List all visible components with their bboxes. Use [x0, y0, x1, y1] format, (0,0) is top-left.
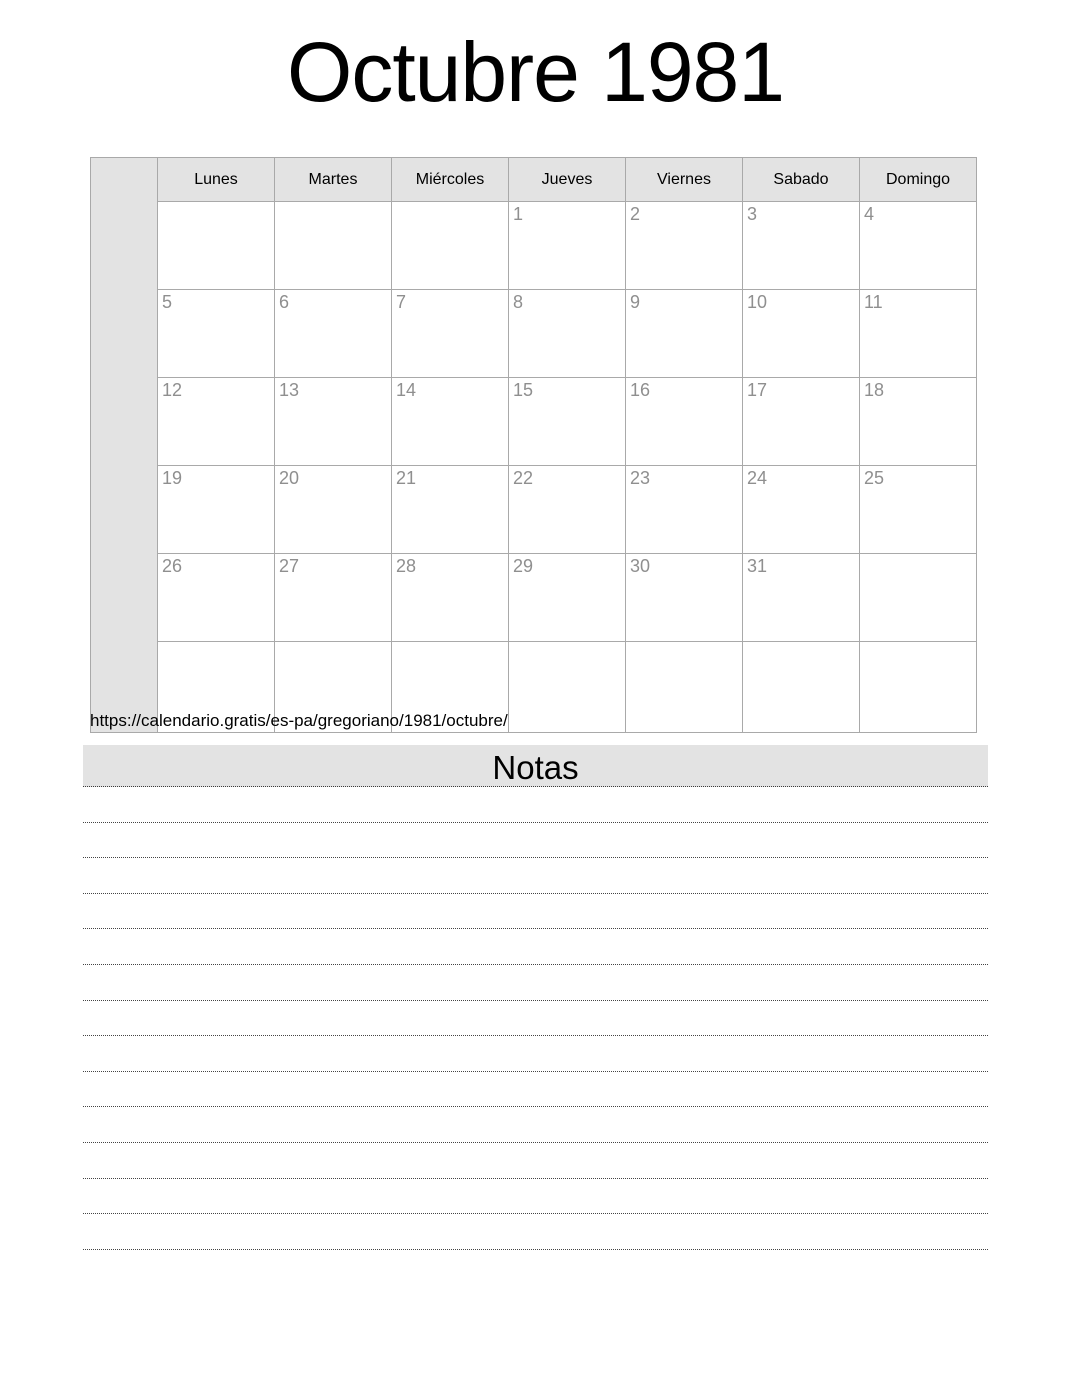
day-cell — [626, 642, 743, 733]
note-line — [83, 894, 988, 930]
day-cell: 5 — [158, 290, 275, 378]
day-cell: 22 — [509, 466, 626, 554]
day-cell: 19 — [158, 466, 275, 554]
day-cell: 21 — [392, 466, 509, 554]
note-line — [83, 1036, 988, 1072]
day-cell: 23 — [626, 466, 743, 554]
note-line — [83, 787, 988, 823]
note-line — [83, 965, 988, 1001]
day-cell: 31 — [743, 554, 860, 642]
day-cell: 29 — [509, 554, 626, 642]
calendar-week-row — [91, 554, 977, 642]
notes-section — [83, 745, 988, 1250]
notes-lines — [83, 787, 988, 1250]
day-cell: 17 — [743, 378, 860, 466]
day-cell: 10 — [743, 290, 860, 378]
day-header-lunes: Lunes — [158, 158, 275, 202]
day-cell — [743, 642, 860, 733]
day-cell: 4 — [860, 202, 977, 290]
day-cell: 20 — [275, 466, 392, 554]
day-cell: 30 — [626, 554, 743, 642]
day-cell: 6 — [275, 290, 392, 378]
day-cell: 13 — [275, 378, 392, 466]
day-cell — [860, 642, 977, 733]
day-cell — [392, 202, 509, 290]
day-cell: 26 — [158, 554, 275, 642]
day-cell: 16 — [626, 378, 743, 466]
day-cell: 3 — [743, 202, 860, 290]
day-header-miercoles: Miércoles — [392, 158, 509, 202]
day-cell: 11 — [860, 290, 977, 378]
calendar-week-row — [91, 290, 977, 378]
calendar-week-row — [91, 202, 977, 290]
day-cell: 1 — [509, 202, 626, 290]
note-line — [83, 929, 988, 965]
note-line — [83, 1001, 988, 1037]
notes-title: Notas — [83, 745, 988, 787]
calendar-week-row — [91, 378, 977, 466]
day-cell: 14 — [392, 378, 509, 466]
day-cell: 18 — [860, 378, 977, 466]
day-cell: 15 — [509, 378, 626, 466]
note-line — [83, 1072, 988, 1108]
day-cell — [275, 202, 392, 290]
note-line — [83, 1107, 988, 1143]
day-header-martes: Martes — [275, 158, 392, 202]
source-url-text: https://calendario.gratis/es-pa/gregoriano/1981/octubre/ — [90, 711, 508, 730]
page-title: Octubre 1981 — [286, 25, 784, 119]
note-line — [83, 1143, 988, 1179]
day-cell: 27 — [275, 554, 392, 642]
day-cell: 2 — [626, 202, 743, 290]
calendar-table — [90, 157, 977, 733]
day-cell: 9 — [626, 290, 743, 378]
note-line — [83, 1179, 988, 1215]
day-cell: 24 — [743, 466, 860, 554]
note-line — [83, 823, 988, 859]
day-cell — [860, 554, 977, 642]
calendar-header-row — [91, 158, 977, 202]
day-cell: 12 — [158, 378, 275, 466]
day-cell: 25 — [860, 466, 977, 554]
calendar-week-row — [91, 466, 977, 554]
note-line — [83, 1214, 988, 1250]
day-cell: 7 — [392, 290, 509, 378]
day-cell — [158, 202, 275, 290]
day-cell: 8 — [509, 290, 626, 378]
day-cell — [509, 642, 626, 733]
day-header-sabado: Sabado — [743, 158, 860, 202]
day-cell: 28 — [392, 554, 509, 642]
calendar-left-margin-cell — [91, 158, 158, 733]
day-header-jueves: Jueves — [509, 158, 626, 202]
day-header-viernes: Viernes — [626, 158, 743, 202]
note-line — [83, 858, 988, 894]
day-header-domingo: Domingo — [860, 158, 977, 202]
